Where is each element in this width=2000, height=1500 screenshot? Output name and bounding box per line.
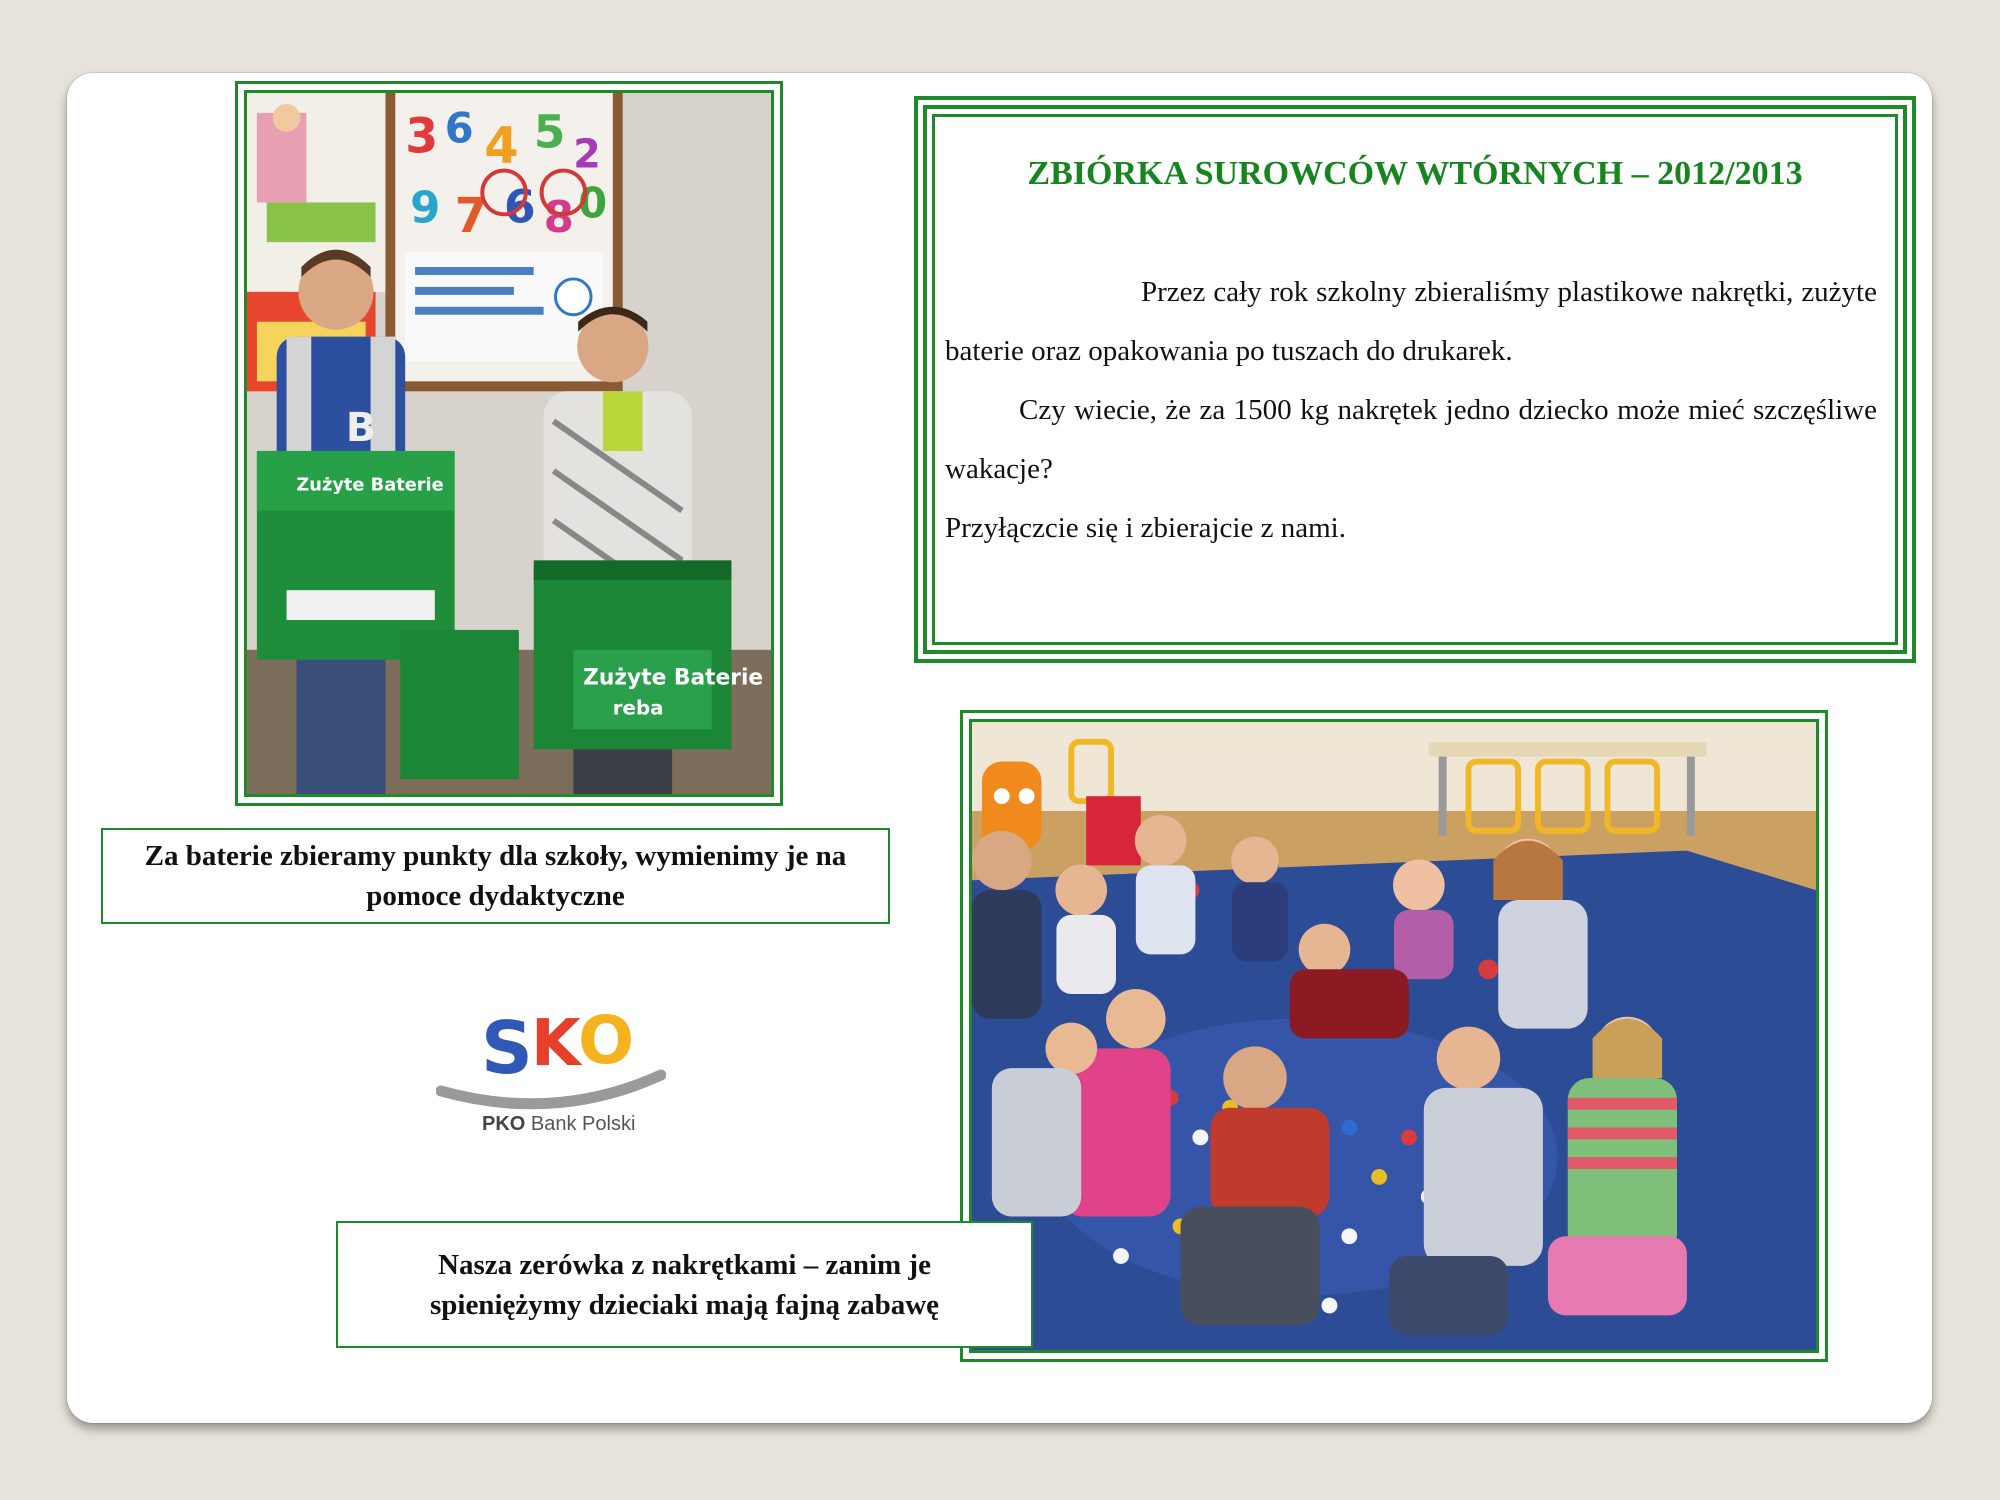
sko-logo-graphic	[436, 993, 666, 1123]
svg-text:3: 3	[405, 109, 439, 165]
svg-text:6: 6	[504, 180, 536, 234]
box-label-2: Zużyte Baterie	[583, 665, 764, 691]
svg-text:K: K	[531, 1007, 581, 1081]
photo-boys-illustration	[247, 93, 771, 794]
svg-text:S: S	[481, 1006, 533, 1090]
svg-text:4: 4	[484, 116, 519, 175]
svg-text:9: 9	[410, 183, 441, 234]
svg-text:O: O	[578, 1002, 635, 1079]
paragraph-invitation: Przyłączcie się i zbierajcie z nami.	[945, 512, 1346, 544]
photo-children-illustration	[972, 722, 1816, 1350]
page-title: ZBIÓRKA SUROWCÓW WTÓRNYCH – 2012/2013	[1027, 155, 1803, 192]
box-label-1: Zużyte Baterie	[296, 474, 444, 496]
caption-caps	[336, 1221, 1033, 1348]
svg-text:7: 7	[454, 189, 488, 245]
svg-text:B: B	[345, 404, 377, 452]
box-brand: reba	[612, 696, 664, 720]
svg-text:6: 6	[444, 103, 474, 153]
photo-children-with-caps	[960, 710, 1828, 1362]
svg-text:2: 2	[573, 131, 601, 178]
sko-logo	[436, 993, 666, 1143]
svg-text:5: 5	[533, 105, 566, 159]
logo-bank-prefix: PKO	[482, 1113, 526, 1135]
caption-batteries-text: Za baterie zbieramy punkty dla szkoły, wymienimy je na pomoce dydaktyczne	[144, 840, 847, 912]
caption-batteries	[101, 828, 890, 924]
paragraph-question: Czy wiecie, że za 1500 kg nakrętek jedno dziecko może mieć szczęśliwe wakacje?	[945, 394, 1877, 485]
photo-boys-with-battery-boxes	[235, 81, 783, 806]
svg-text:8: 8	[543, 193, 574, 244]
paragraph-collection: Przez cały rok szkolny zbieraliśmy plastikowe nakrętki, zużyte baterie oraz opakowania po tuszach do drukarek.	[945, 276, 1877, 367]
caption-caps-text: Nasza zerówka z nakrętkami – zanim je spieniężymy dzieciaki mają fajną zabawę	[429, 1248, 940, 1321]
logo-bank-suffix: Bank Polski	[530, 1113, 636, 1135]
info-text-box	[914, 96, 1916, 663]
svg-text:0: 0	[578, 178, 608, 228]
body-text	[945, 263, 1877, 558]
logo-bank-name	[482, 1113, 635, 1136]
